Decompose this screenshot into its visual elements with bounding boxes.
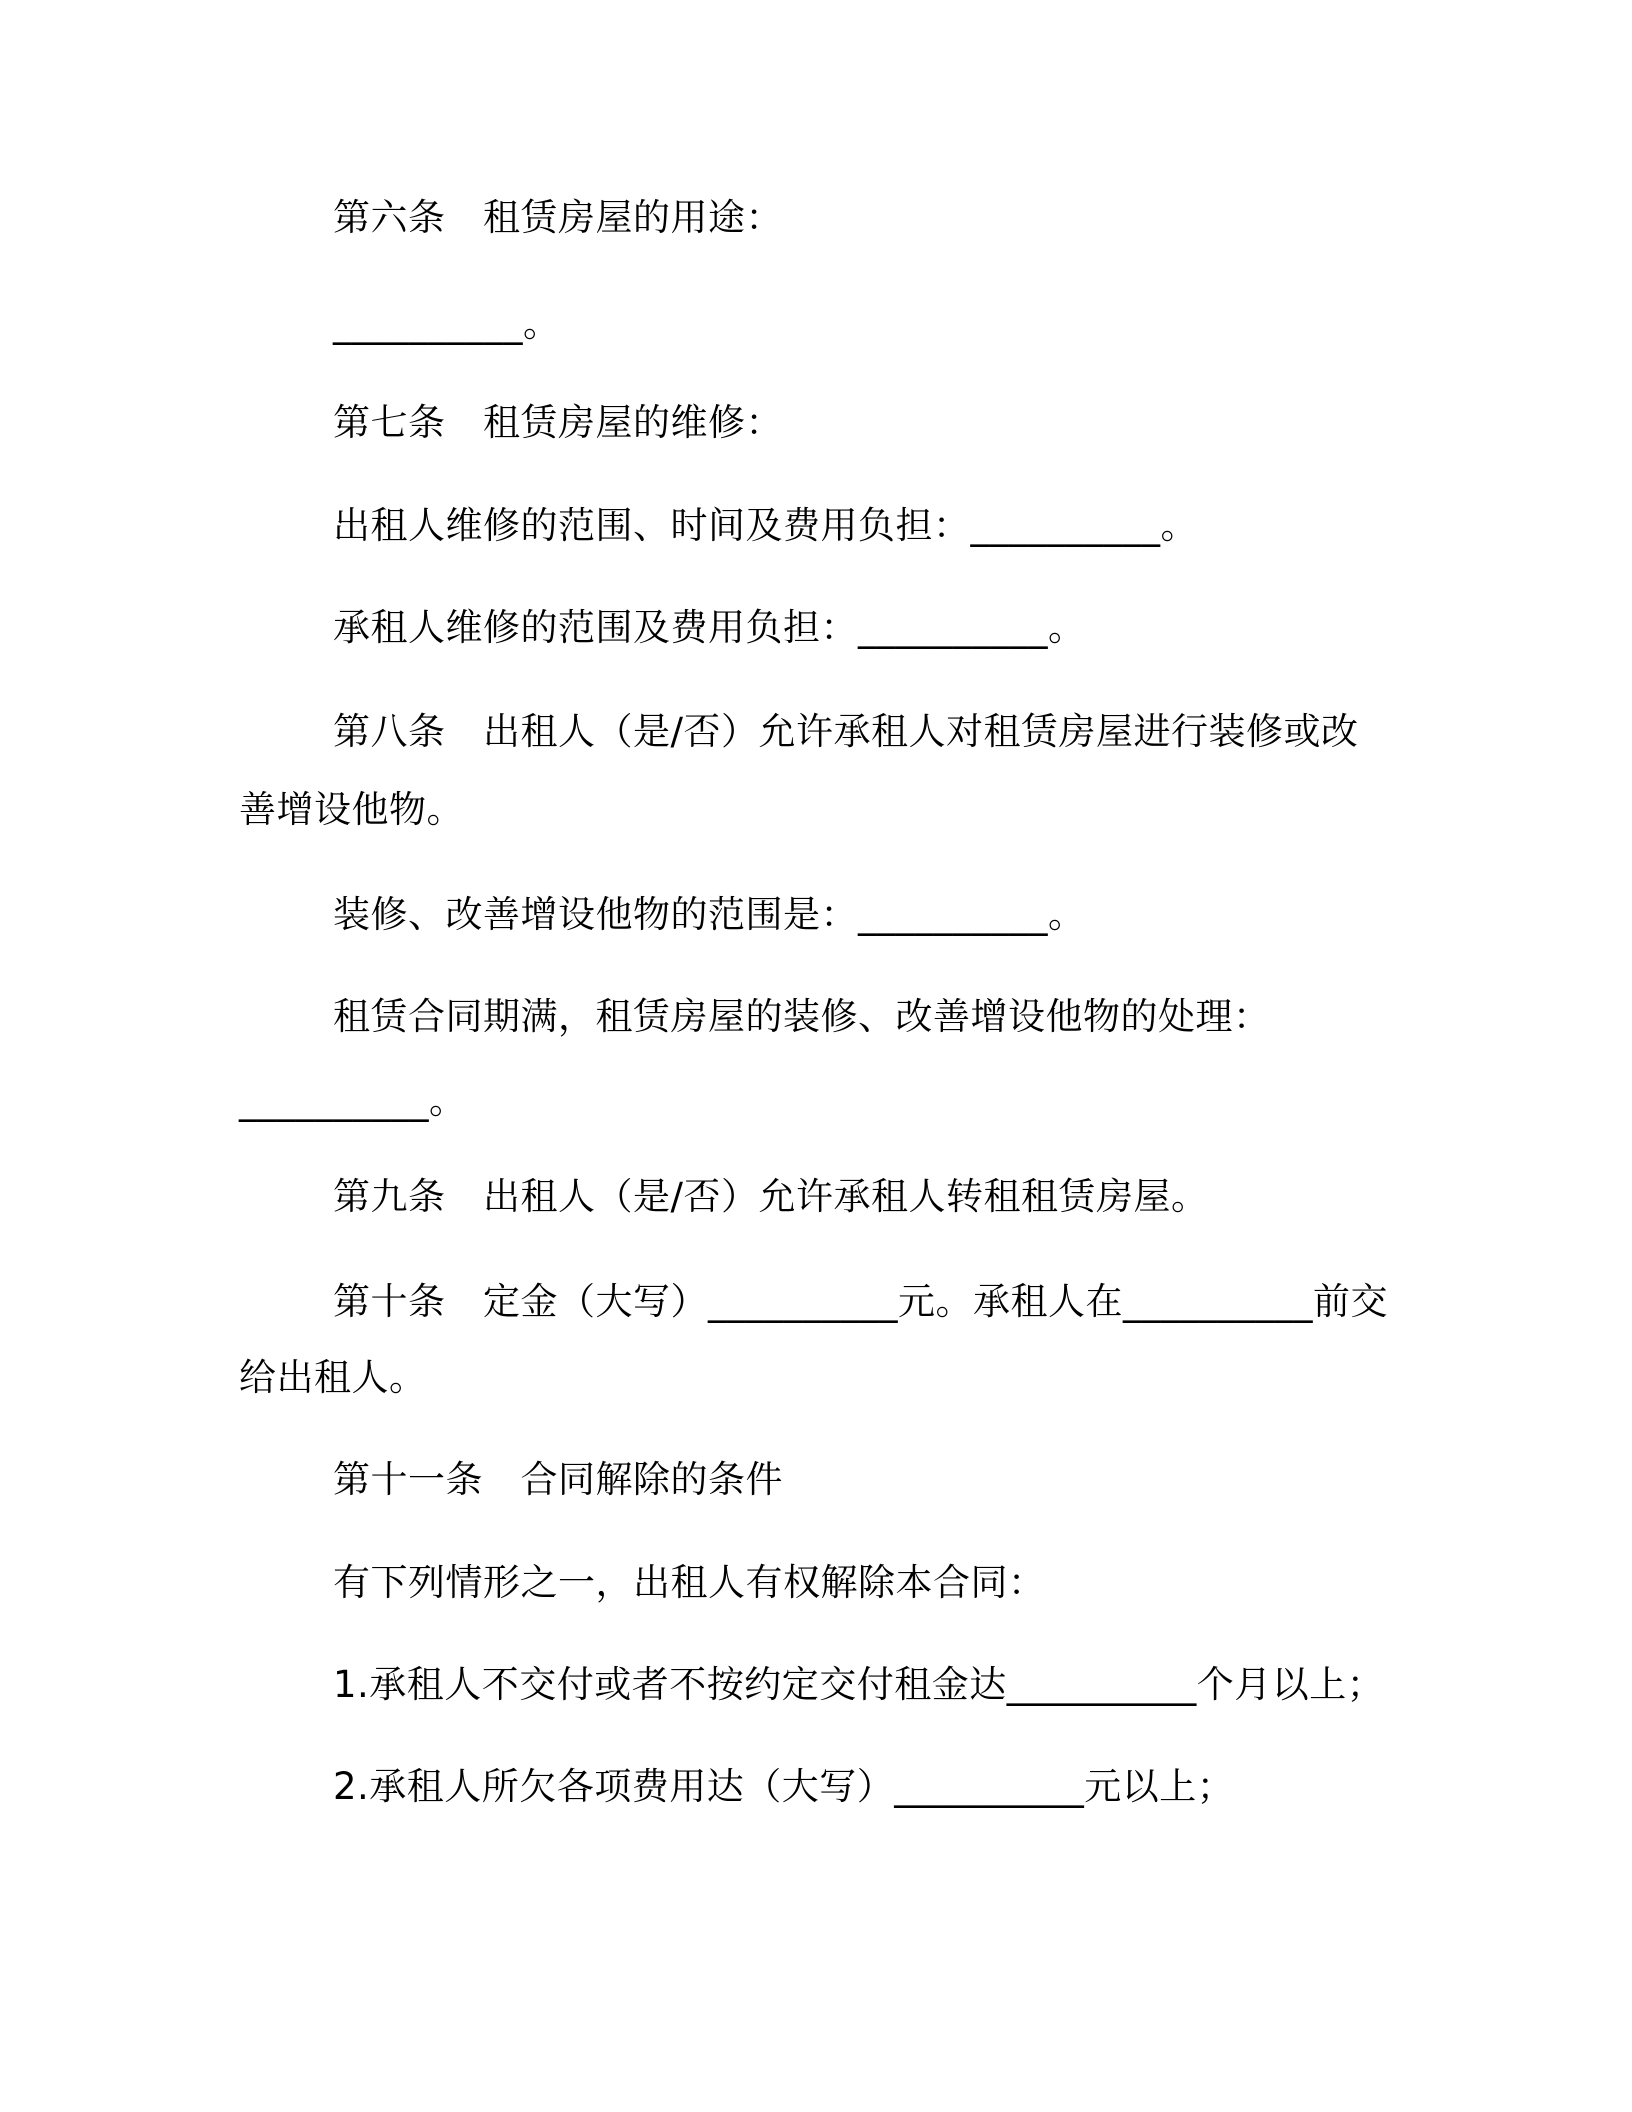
lessor-repair-clause: 出租人维修的范围、时间及费用负担：__________。 — [333, 504, 1198, 547]
article-8-continuation: 善增设他物。 — [239, 788, 464, 831]
termination-item-1: 1.承租人不交付或者不按约定交付租金达__________个月以上； — [333, 1663, 1385, 1706]
renovation-handling-blank: __________。 — [239, 1079, 467, 1122]
article-7-heading: 第七条 租赁房屋的维修： — [333, 401, 783, 444]
article-10-continuation: 给出租人。 — [239, 1356, 427, 1399]
article-9-heading: 第九条 出租人（是/否）允许承租人转租租赁房屋。 — [333, 1175, 1209, 1218]
renovation-handling-clause: 租赁合同期满，租赁房屋的装修、改善增设他物的处理： — [333, 995, 1271, 1038]
article-6-heading: 第六条 租赁房屋的用途： — [333, 196, 783, 239]
renovation-scope-clause: 装修、改善增设他物的范围是：__________。 — [333, 893, 1086, 936]
article-6-blank: __________。 — [333, 302, 561, 345]
article-8-heading: 第八条 出租人（是/否）允许承租人对租赁房屋进行装修或改 — [333, 710, 1359, 753]
article-10-heading: 第十条 定金（大写）__________元。承租人在__________前交 — [333, 1280, 1388, 1323]
termination-item-2: 2.承租人所欠各项费用达（大写）__________元以上； — [333, 1765, 1235, 1808]
article-11-heading: 第十一条 合同解除的条件 — [333, 1458, 783, 1501]
termination-intro: 有下列情形之一，出租人有权解除本合同： — [333, 1561, 1046, 1604]
lessee-repair-clause: 承租人维修的范围及费用负担：__________。 — [333, 606, 1086, 649]
